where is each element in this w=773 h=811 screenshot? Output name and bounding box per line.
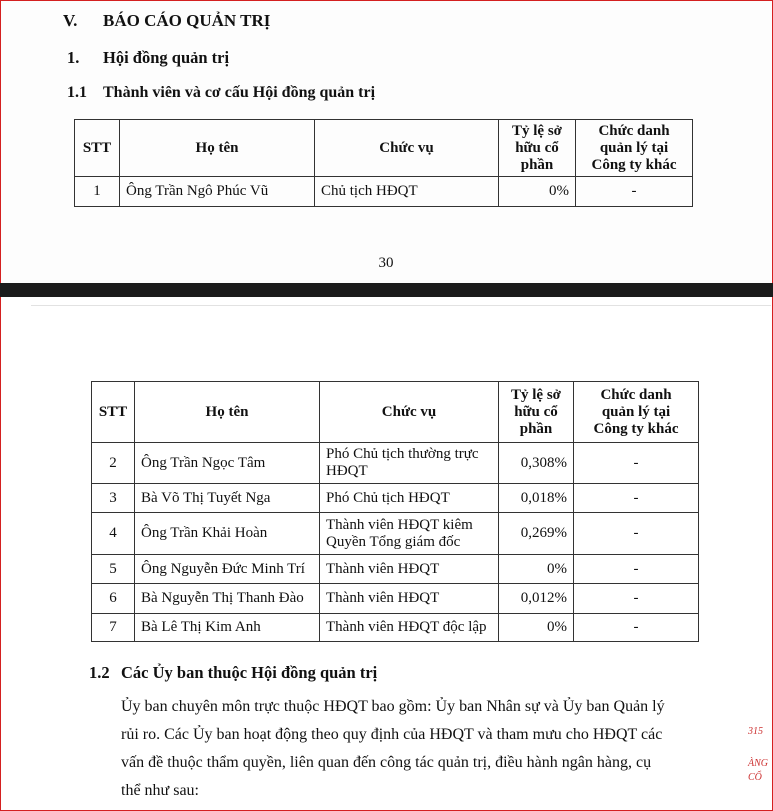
header-other-title: Chức danh quản lý tại Công ty khác	[574, 382, 699, 443]
cell-ownership: 0%	[499, 614, 574, 642]
subsection-title: Hội đồng quản trị	[103, 48, 230, 67]
cell-ownership: 0,308%	[499, 443, 574, 484]
header-stt: STT	[75, 120, 120, 177]
page-separator	[0, 283, 773, 297]
table-row	[92, 484, 699, 513]
red-stamp-fragment: 315 ÀNG CỔ	[748, 726, 768, 783]
document-page-lower	[1, 297, 771, 809]
table-header-row	[75, 120, 693, 177]
header-ownership: Tỷ lệ sở hữu cổ phần	[499, 120, 576, 177]
cell-ownership: 0,018%	[499, 484, 574, 513]
cell-name: Ông Trần Ngọc Tâm	[135, 443, 320, 484]
cell-name: Ông Nguyễn Đức Minh Trí	[135, 555, 320, 584]
table-row	[92, 443, 699, 484]
cell-other-title: -	[574, 443, 699, 484]
cell-name: Bà Lê Thị Kim Anh	[135, 614, 320, 642]
cell-position: Thành viên HĐQT	[320, 555, 499, 584]
header-ownership: Tỷ lệ sở hữu cổ phần	[499, 382, 574, 443]
header-other-title: Chức danh quản lý tại Công ty khác	[576, 120, 693, 177]
paragraph-line: rủi ro. Các Ủy ban hoạt động theo quy định của HĐQT và tham mưu cho HĐQT các	[121, 726, 663, 743]
cell-other-title: -	[576, 177, 693, 207]
cell-ownership: 0%	[499, 555, 574, 584]
cell-position: Chủ tịch HĐQT	[315, 177, 499, 207]
page-number: 30	[378, 255, 394, 271]
cell-other-title: -	[574, 484, 699, 513]
cell-position: Thành viên HĐQT độc lập	[320, 614, 499, 642]
cell-position: Phó Chủ tịch thường trực HĐQT	[320, 443, 499, 484]
cell-ownership: 0,012%	[499, 584, 574, 614]
section-number: V.	[63, 11, 78, 30]
cell-name: Ông Trần Ngô Phúc Vũ	[120, 177, 315, 207]
table-row	[75, 177, 693, 207]
header-name: Họ tên	[135, 382, 320, 443]
cell-other-title: -	[574, 555, 699, 584]
cell-position: Thành viên HĐQT	[320, 584, 499, 614]
cell-other-title: -	[574, 584, 699, 614]
cell-ownership: 0,269%	[499, 513, 574, 555]
cell-stt: 2	[92, 443, 135, 484]
section-heading	[63, 11, 270, 31]
committees-paragraph	[121, 693, 721, 805]
header-stt: STT	[92, 382, 135, 443]
cell-name: Bà Võ Thị Tuyết Nga	[135, 484, 320, 513]
cell-stt: 4	[92, 513, 135, 555]
cell-stt: 3	[92, 484, 135, 513]
paragraph-line: vấn đề thuộc thẩm quyền, liên quan đến công tác quản trị, điều hành ngân hàng, cụ	[121, 754, 652, 771]
table-row	[92, 584, 699, 614]
cell-position: Thành viên HĐQT kiêm Quyền Tổng giám đốc	[320, 513, 499, 555]
cell-other-title: -	[574, 614, 699, 642]
subsection-heading	[67, 48, 229, 68]
table-header-row	[92, 382, 699, 443]
section-title: BÁO CÁO QUẢN TRỊ	[103, 11, 271, 30]
cell-name: Bà Nguyễn Thị Thanh Đào	[135, 584, 320, 614]
subsection-number: 1.	[67, 48, 80, 67]
subsubsection-title: Thành viên và cơ cấu Hội đồng quản trị	[103, 84, 376, 101]
table-row	[92, 513, 699, 555]
cell-stt: 5	[92, 555, 135, 584]
paragraph-line: thể như sau:	[121, 782, 199, 799]
cell-stt: 6	[92, 584, 135, 614]
cell-other-title: -	[574, 513, 699, 555]
document-page-upper	[1, 1, 771, 283]
table-row	[92, 555, 699, 584]
header-name: Họ tên	[120, 120, 315, 177]
board-members-table-1	[74, 119, 693, 207]
committees-number: 1.2	[89, 663, 110, 682]
table-row	[92, 614, 699, 642]
cell-name: Ông Trần Khải Hoàn	[135, 513, 320, 555]
cell-stt: 7	[92, 614, 135, 642]
header-position: Chức vụ	[320, 382, 499, 443]
page-edge-line	[31, 305, 771, 306]
committees-title: Các Ủy ban thuộc Hội đồng quản trị	[121, 663, 378, 682]
subsubsection-number: 1.1	[67, 84, 87, 101]
cell-position: Phó Chủ tịch HĐQT	[320, 484, 499, 513]
header-position: Chức vụ	[315, 120, 499, 177]
committees-heading	[89, 663, 377, 683]
cell-stt: 1	[75, 177, 120, 207]
paragraph-line: Ủy ban chuyên môn trực thuộc HĐQT bao gồm: Ủy ban Nhân sự và Ủy ban Quản lý	[121, 698, 665, 715]
cell-ownership: 0%	[499, 177, 576, 207]
subsubsection-heading	[67, 84, 375, 102]
board-members-table-2	[91, 381, 699, 642]
